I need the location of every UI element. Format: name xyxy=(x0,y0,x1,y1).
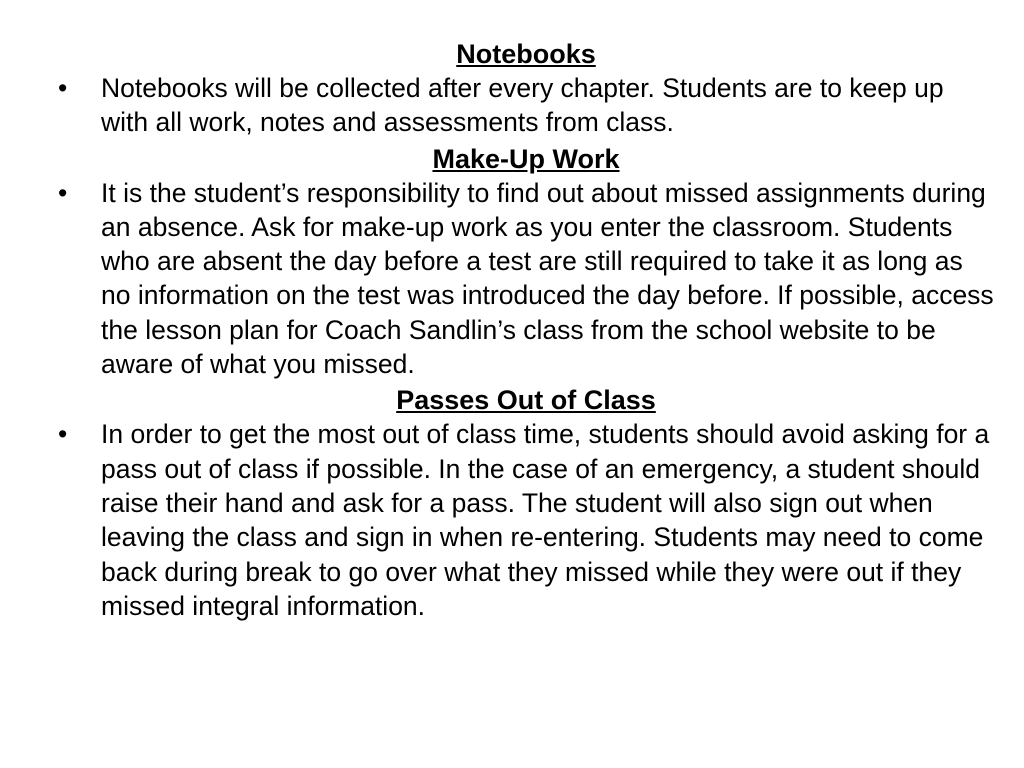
bullet-text: It is the student’s responsibility to find out about missed assignments during an absence. Ask for make-up work as you enter the classroom. Students who are absent the day before a test are still required to take it as long as no information on the test was introduced the day before. If possible, access the lesson plan for Coach Sandlin’s class from the school website to be aware of what you missed. xyxy=(101,177,994,380)
heading-passes-out-of-class: Passes Out of Class xyxy=(396,385,656,416)
bullet-notebooks xyxy=(58,71,994,140)
bullet-dot-icon: • xyxy=(58,419,68,450)
heading-make-up-work: Make-Up Work xyxy=(432,143,620,174)
bullet-text: Notebooks will be collected after every chapter. Students are to keep up with all work, notes and assessments from class. xyxy=(101,73,944,138)
bullet-text: In order to get the most out of class time, students should avoid asking for a pass out of class if possible. In the case of an emergency, a student should raise their hand and ask for a pass. The student will also sign out when leaving the class and sign in when re-entering. Students may need to come back during break to go over what they missed while they were out if they missed integral information. xyxy=(101,419,990,621)
bullet-dot-icon: • xyxy=(58,73,68,103)
bullet-dot-icon: • xyxy=(58,177,68,208)
bullet-make-up-work xyxy=(58,176,994,382)
heading-notebooks: Notebooks xyxy=(456,39,596,69)
bullet-passes-out-of-class xyxy=(58,417,994,623)
